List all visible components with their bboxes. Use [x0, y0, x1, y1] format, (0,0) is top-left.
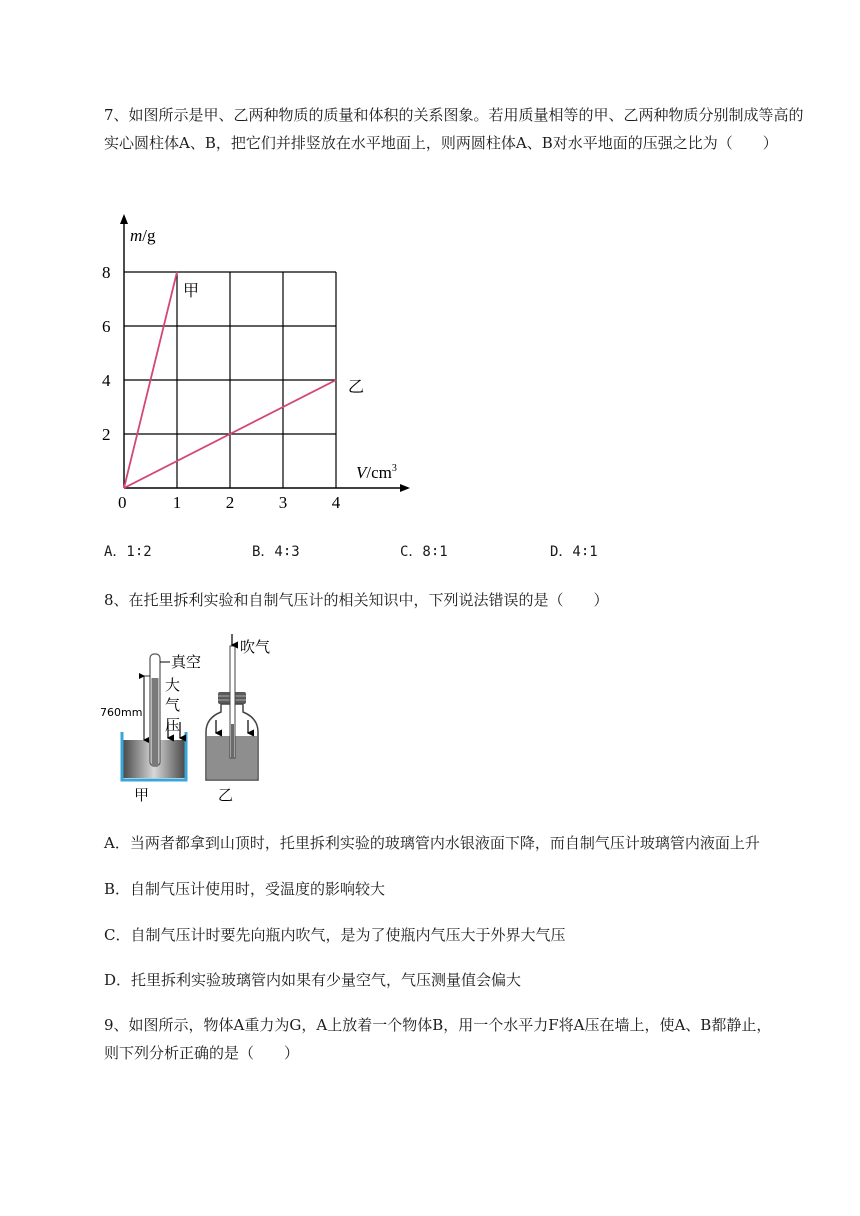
x-tick-label: 1: [172, 493, 182, 512]
y-axis-arrow: [120, 214, 128, 224]
atm-label-3: 压: [165, 716, 181, 734]
x-tick-label: 3: [278, 493, 288, 512]
series-label-1: 甲: [183, 283, 200, 300]
q8-option-c[interactable]: C．自制气压计时要先向瓶内吹气，是为了使瓶内气压大于外界大气压: [104, 926, 566, 944]
chart-tick-labels: [102, 263, 341, 512]
y-tick-label: 6: [102, 317, 111, 336]
vacuum-label: 真空: [171, 653, 202, 671]
y-tick-label: 2: [102, 425, 111, 444]
blow-label: 吹气: [240, 638, 271, 656]
question-8-stem: 8、在托里拆利实验和自制气压计的相关知识中，下列说法错误的是（ ）: [104, 591, 609, 609]
x-tick-label: 2: [225, 493, 235, 512]
q7-option-d[interactable]: D．4∶1: [550, 544, 598, 560]
y-tick-label: 4: [102, 371, 111, 390]
origin-label: 0: [118, 493, 127, 512]
question-9-line-1: 9、如图所示，物体A重力为G，A上放着一个物体B，用一个水平力F将A压在墙上，使A、B都静止，: [104, 1016, 772, 1034]
question-7-stem: 7、如图所示是甲、乙两种物质的质量和体积的关系图象。若用质量相等的甲、乙两种物质分别制成等高的实心圆柱体A、B，把它们并排竖放在水平地面上，则两圆柱体A、B对水平地面的压强之比为（ ）: [104, 106, 804, 152]
height-label: 760mm: [100, 706, 143, 719]
q8-option-d[interactable]: D．托里拆利实验玻璃管内如果有少量空气，气压测量值会偏大: [104, 971, 522, 989]
mass-volume-chart: [100, 212, 420, 512]
chart-axes: [120, 214, 410, 492]
chart-grid: [124, 272, 336, 488]
atm-label-1: 大: [165, 676, 181, 694]
atm-label-2: 气: [165, 696, 181, 714]
q7-option-b[interactable]: B．4∶3: [252, 544, 300, 560]
question-9-line-2: 则下列分析正确的是（ ）: [104, 1044, 300, 1062]
y-axis-label: m/g: [130, 226, 156, 245]
series-label-2: 乙: [348, 379, 365, 396]
label-yi: 乙: [218, 786, 234, 802]
q7-option-a[interactable]: A．1∶2: [104, 544, 152, 560]
q8-option-a[interactable]: A．当两者都拿到山顶时，托里拆利实验的玻璃管内水银液面下降，而自制气压计玻璃管内液面上升: [104, 834, 760, 852]
label-jia: 甲: [134, 786, 150, 802]
x-axis-arrow: [400, 484, 410, 492]
q7-option-c[interactable]: C．8∶1: [400, 544, 448, 560]
x-tick-label: 4: [331, 493, 341, 512]
barometer-figure: [100, 632, 300, 802]
y-tick-label: 8: [102, 263, 111, 282]
x-axis-label: $V/cm^3$: [356, 463, 397, 482]
q8-option-b[interactable]: B．自制气压计使用时，受温度的影响较大: [104, 880, 386, 898]
